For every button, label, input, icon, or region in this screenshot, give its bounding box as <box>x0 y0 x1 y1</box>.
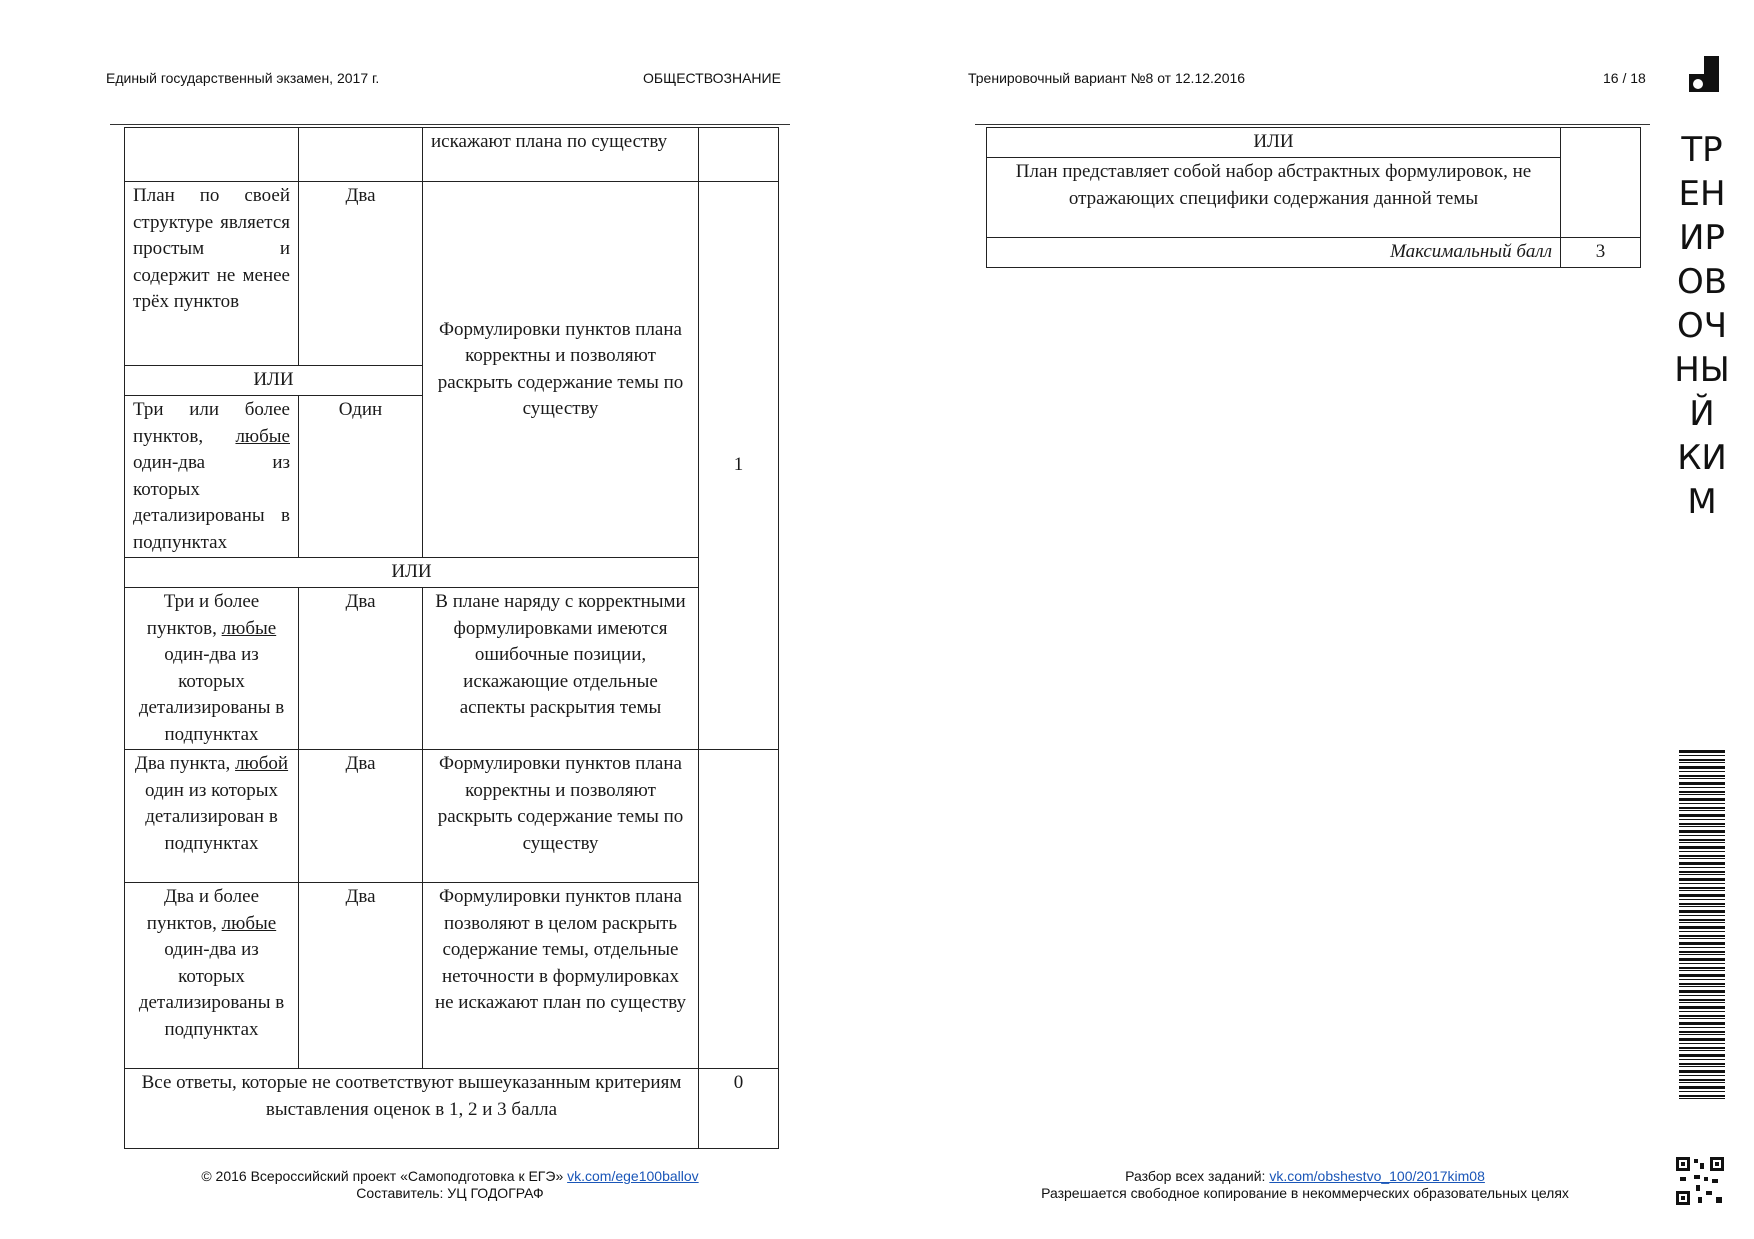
criterion-structure: Три или более пунктов, любые один-два из которых детализированы в подпунктах <box>125 396 299 558</box>
table-cell <box>1561 128 1641 238</box>
criterion-count: Два <box>299 750 423 883</box>
max-score-label: Максимальный балл <box>987 238 1561 268</box>
or-divider: ИЛИ <box>987 128 1561 158</box>
table-row <box>125 750 779 883</box>
or-divider: ИЛИ <box>125 558 699 588</box>
table-row <box>987 128 1641 158</box>
footer-link[interactable]: vk.com/ege100ballov <box>567 1168 699 1184</box>
table-cell <box>299 128 423 182</box>
table-row <box>125 1069 779 1149</box>
header-variant: Тренировочный вариант №8 от 12.12.2016 <box>968 70 1246 86</box>
table-row <box>125 128 779 182</box>
table-cell <box>699 128 779 182</box>
header-subject: ОБЩЕСТВОЗНАНИЕ <box>643 70 781 86</box>
criterion-count: Два <box>299 588 423 750</box>
criterion-wording: Формулировки пунктов плана корректны и позволяют раскрыть содержание темы по существу <box>423 182 699 558</box>
criterion-count: Два <box>299 182 423 366</box>
header-rule-right <box>975 124 1650 125</box>
footer-right: Разбор всех заданий: vk.com/obshestvo_100/2017kim08 Разрешается свободное копирование в некоммерческих образовательных целях <box>1041 1168 1569 1201</box>
criterion-wording: Формулировки пунктов плана позволяют в целом раскрыть содержание темы, отдельные неточности в формулировках не искажают план по существу <box>423 883 699 1069</box>
max-score-value: 3 <box>1561 238 1641 268</box>
criterion-wording: В плане наряду с корректными формулировками имеются ошибочные позиции, искажающие отдельные аспекты раскрытия темы <box>423 588 699 750</box>
or-divider: ИЛИ <box>125 366 423 396</box>
zero-score-criterion: Все ответы, которые не соответствуют вышеуказанным критериям выставления оценок в 1, 2 и 3 балла <box>125 1069 699 1149</box>
criterion-count: Два <box>299 883 423 1069</box>
footer-left: © 2016 Всероссийский проект «Самоподготовка к ЕГЭ» vk.com/ege100ballov Составитель: УЦ ГОДОГРАФ <box>201 1168 699 1201</box>
side-label: ТРЕНИРОВОЧНЫЙ КИМ <box>1674 130 1730 522</box>
criterion-structure: Два и более пунктов, любые один-два из которых детализированы в подпунктах <box>125 883 299 1069</box>
criterion-abstract-plan: План представляет собой набор абстрактных формулировок, не отражающих специфики содержания данной темы <box>987 158 1561 238</box>
qr-code-icon <box>1676 1157 1724 1205</box>
table-row <box>125 182 779 366</box>
criteria-table <box>124 127 779 1149</box>
table-row <box>125 558 779 588</box>
barcode-icon <box>1679 750 1725 1100</box>
footer-link[interactable]: vk.com/obshestvo_100/2017kim08 <box>1269 1168 1485 1184</box>
criterion-structure: Три и более пунктов, любые один-два из которых детализированы в подпунктах <box>125 588 299 750</box>
table-cell: искажают плана по существу <box>423 128 699 182</box>
logo-icon <box>1689 56 1719 92</box>
score-value: 1 <box>699 182 779 750</box>
table-row <box>987 238 1641 268</box>
criteria-table-continued <box>986 127 1641 268</box>
score-value: 0 <box>699 1069 779 1149</box>
criterion-structure: План по своей структуре является простым и содержит не менее трёх пунктов <box>125 182 299 366</box>
criterion-wording: Формулировки пунктов плана корректны и позволяют раскрыть содержание темы по существу <box>423 750 699 883</box>
header-rule-left <box>110 124 790 125</box>
criterion-count: Один <box>299 396 423 558</box>
table-row <box>125 588 779 750</box>
criterion-structure: Два пункта, любой один из которых детализирован в подпунктах <box>125 750 299 883</box>
header-page-number: 16 / 18 <box>1603 70 1646 86</box>
table-row <box>125 883 779 1069</box>
table-cell <box>125 128 299 182</box>
table-cell <box>699 750 779 1069</box>
header-exam-title: Единый государственный экзамен, 2017 г. <box>106 70 380 86</box>
table-row <box>987 158 1641 238</box>
